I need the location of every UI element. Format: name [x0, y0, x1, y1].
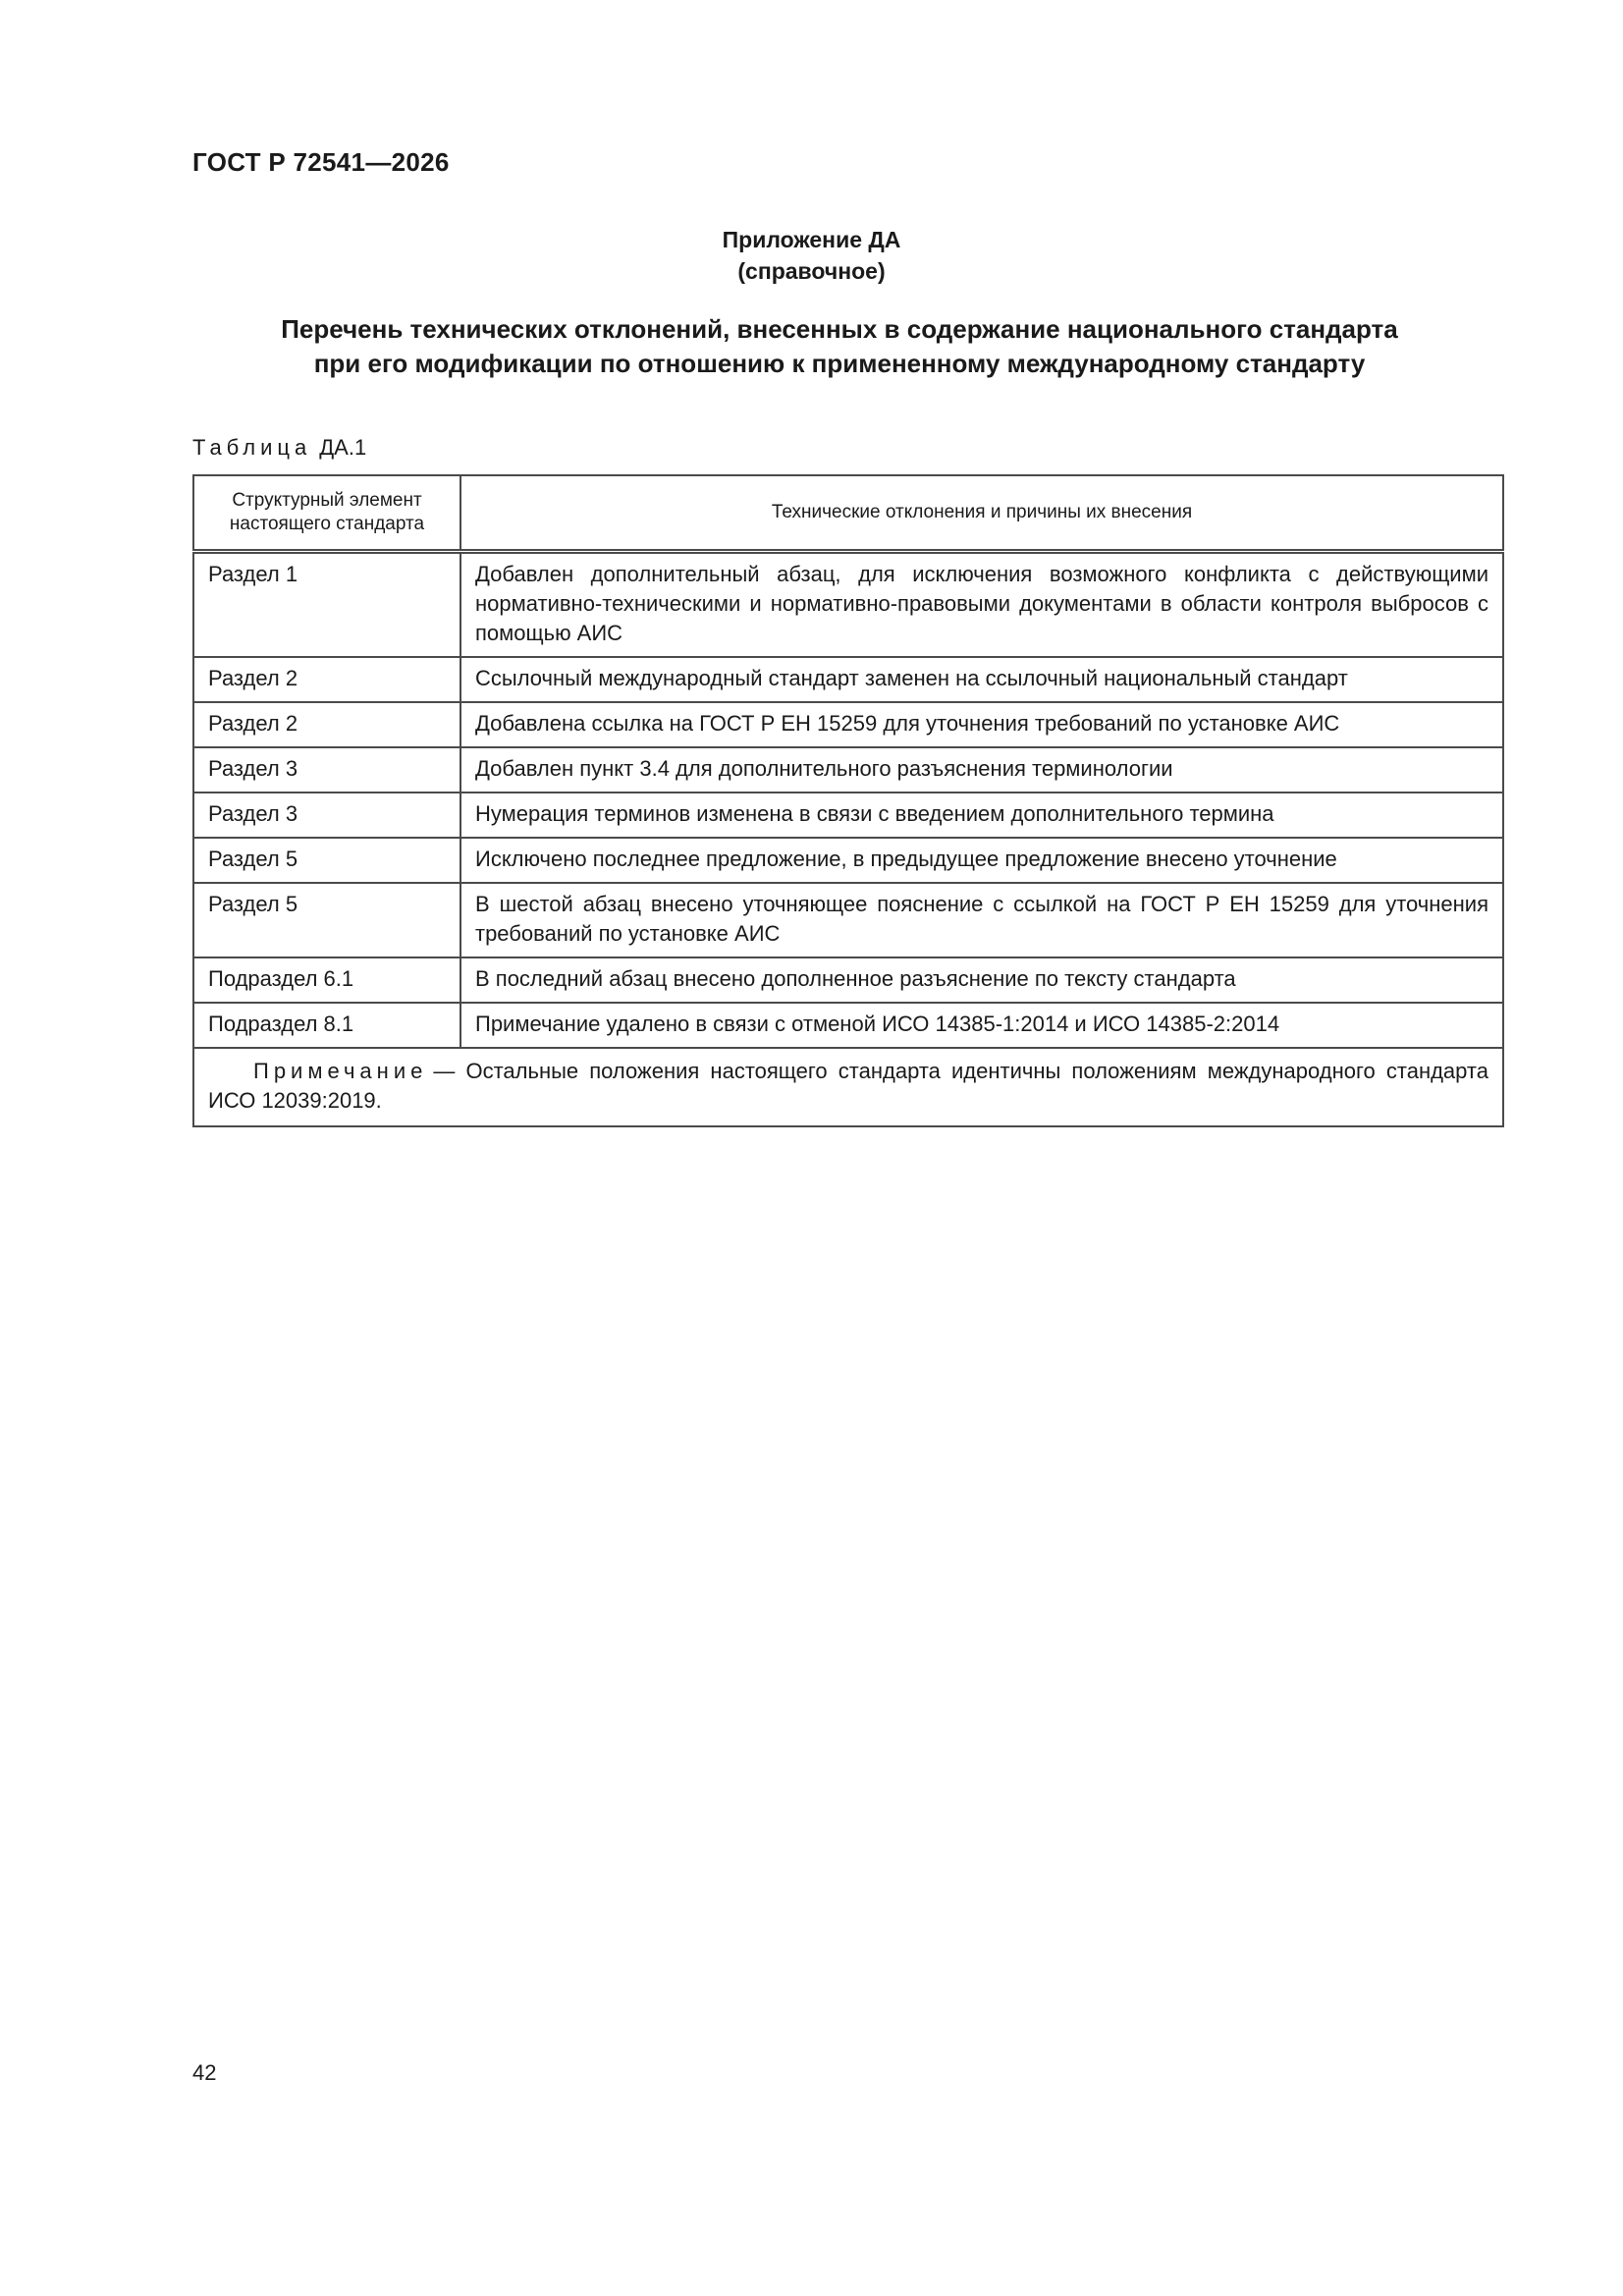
row-text: Ссылочный международный стандарт заменен на ссылочный национальный стандарт	[460, 657, 1503, 702]
row-element: Раздел 2	[193, 657, 460, 702]
deviations-table	[192, 474, 1504, 1127]
note-text: — Остальные положения настоящего стандарта идентичны положениям международного стандарта ИСО 12039:2019.	[208, 1059, 1488, 1113]
row-element: Раздел 3	[193, 747, 460, 793]
row-text: Добавлена ссылка на ГОСТ Р ЕН 15259 для уточнения требований по установке АИС	[460, 702, 1503, 747]
appendix-heading	[0, 224, 1623, 287]
row-text: Исключено последнее предложение, в предыдущее предложение внесено уточнение	[460, 838, 1503, 883]
table-row	[193, 838, 1503, 883]
row-text: Примечание удалено в связи с отменой ИСО 14385-1:2014 и ИСО 14385-2:2014	[460, 1003, 1503, 1048]
table-row	[193, 883, 1503, 957]
main-title	[177, 312, 1502, 381]
row-element: Раздел 3	[193, 793, 460, 838]
table-label-word: Таблица	[192, 435, 312, 460]
page-number: 42	[192, 2060, 217, 2085]
appendix-title: Приложение ДА	[722, 227, 901, 252]
row-element: Раздел 2	[193, 702, 460, 747]
row-element: Раздел 5	[193, 883, 460, 957]
table-row	[193, 793, 1503, 838]
row-text: Нумерация терминов изменена в связи с введением дополнительного термина	[460, 793, 1503, 838]
table-note-row	[193, 1048, 1503, 1126]
table-note	[193, 1048, 1503, 1126]
table-row	[193, 702, 1503, 747]
table-row	[193, 657, 1503, 702]
row-element: Раздел 1	[193, 552, 460, 658]
row-element: Раздел 5	[193, 838, 460, 883]
table-row	[193, 747, 1503, 793]
table-label	[192, 435, 366, 461]
row-element: Подраздел 8.1	[193, 1003, 460, 1048]
row-text: Добавлен дополнительный абзац, для исключения возможного конфликта с действующими нормативно-техническими и нормативно-правовыми документами в области контроля выбросов с помощью АИС	[460, 552, 1503, 658]
row-text: Добавлен пункт 3.4 для дополнительного разъяснения терминологии	[460, 747, 1503, 793]
header-deviations: Технические отклонения и причины их внесения	[460, 475, 1503, 552]
table-row	[193, 957, 1503, 1003]
document-code: ГОСТ Р 72541—2026	[192, 147, 450, 177]
row-text: В последний абзац внесено дополненное разъяснение по тексту стандарта	[460, 957, 1503, 1003]
main-title-line2: при его модификации по отношению к примененному международному стандарту	[313, 349, 1366, 378]
header-structural-element: Структурный элемент настоящего стандарта	[193, 475, 460, 552]
table-row	[193, 1003, 1503, 1048]
row-text: В шестой абзац внесено уточняющее пояснение с ссылкой на ГОСТ Р ЕН 15259 для уточнения требований по установке АИС	[460, 883, 1503, 957]
table-label-number: ДА.1	[319, 435, 367, 460]
appendix-kind: (справочное)	[737, 258, 886, 284]
main-title-line1: Перечень технических отклонений, внесенных в содержание национального стандарта	[281, 314, 1398, 344]
table-header-row	[193, 475, 1503, 552]
note-label: Примечание	[253, 1059, 428, 1083]
table-row	[193, 552, 1503, 658]
row-element: Подраздел 6.1	[193, 957, 460, 1003]
